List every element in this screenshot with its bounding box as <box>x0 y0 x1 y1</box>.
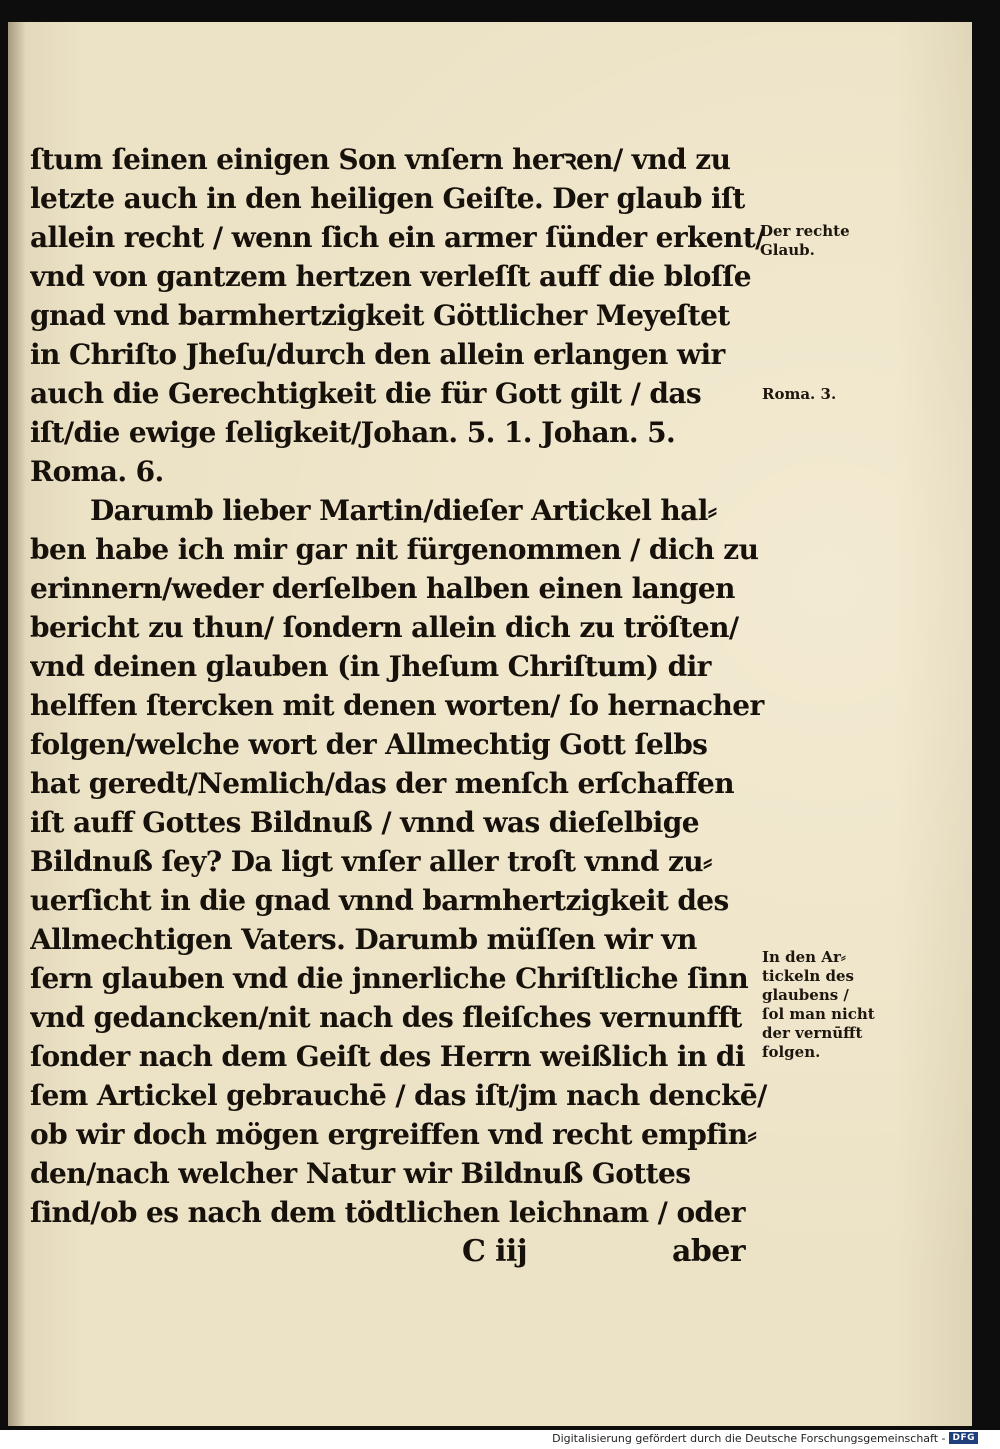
text-line: letzte auch in den heiligen Geiſte. Der glaub iſt <box>30 182 745 215</box>
text-line: vnd deinen glauben (in Jheſum Chriſtum) dir <box>30 650 711 683</box>
catchline <box>30 1232 775 1271</box>
text-line: ſtum ſeinen einigen Son vnſern herꝛen/ vnd zu <box>30 143 731 176</box>
text-line: Bildnuß ſey? Da ligt vnſer aller troſt vnnd zu⸗ <box>30 845 712 878</box>
paragraph-start-line: Darumb lieber Martin/dieſer Artickel hal⸗ <box>90 494 717 527</box>
signature-mark: C iij <box>462 1234 527 1269</box>
text-line: bericht zu thun/ ſondern allein dich zu tröſten/ <box>30 611 739 644</box>
margin-note-line: Der rechte <box>760 222 850 240</box>
body-text <box>30 140 775 1271</box>
text-line: allein recht / wenn ſich ein armer ſünder erkent/ <box>30 221 765 254</box>
text-line: helffen ſtercken mit denen worten/ ſo hernacher <box>30 689 764 722</box>
text-line: in Chriſto Jheſu/durch den allein erlangen wir <box>30 338 725 371</box>
text-line: folgen/welche wort der Allmechtig Gott ſelbs <box>30 728 708 761</box>
margin-note-line: tickeln des <box>762 967 854 985</box>
text-line: vnd von gantzem hertzen verleſſt auff die bloſſe <box>30 260 751 293</box>
margin-note-line: der vernūfft <box>762 1024 863 1042</box>
margin-note-rechte-glaub <box>760 222 850 260</box>
margin-note-roma <box>762 385 836 404</box>
text-line: Roma. 6. <box>30 455 164 488</box>
dfg-logo: DFG <box>949 1432 978 1444</box>
digitization-footer <box>552 1429 978 1447</box>
text-line: hat geredt/Nemlich/das der menſch erſchaffen <box>30 767 734 800</box>
text-line: ob wir doch mögen ergreiffen vnd recht empfin⸗ <box>30 1118 757 1151</box>
text-line: auch die Gerechtigkeit die für Gott gilt / das <box>30 377 702 410</box>
text-line: erinnern/weder derſelben halben einen langen <box>30 572 735 605</box>
margin-note-artickeln <box>762 948 875 1062</box>
text-line: vnd gedancken/nit nach des fleiſches vernunfft <box>30 1001 742 1034</box>
margin-note-line: Glaub. <box>760 241 815 259</box>
page-gutter-shadow <box>8 22 26 1426</box>
text-line: iſt/die ewige ſeligkeit/Johan. 5. 1. Johan. 5. <box>30 416 676 449</box>
text-line: ſern glauben vnd die jnnerliche Chriſtliche ſinn <box>30 962 749 995</box>
text-line: uerſicht in die gnad vnnd barmhertzigkeit des <box>30 884 729 917</box>
margin-note-line: In den Ar⸗ <box>762 948 846 966</box>
text-line: Allmechtigen Vaters. Darumb müſſen wir vn <box>30 923 697 956</box>
text-line: gnad vnd barmhertzigkeit Göttlicher Meyeſtet <box>30 299 730 332</box>
text-line: iſt auff Gottes Bildnuß / vnnd was dieſelbige <box>30 806 699 839</box>
catchword: aber <box>672 1234 745 1269</box>
text-line: ben habe ich mir gar nit fürgenommen / dich zu <box>30 533 759 566</box>
margin-note-line: ſol man nicht <box>762 1005 875 1023</box>
margin-note-line: folgen. <box>762 1043 821 1061</box>
text-line: ſonder nach dem Geiſt des Herrn weißlich in di <box>30 1040 745 1073</box>
footer-text: Digitalisierung gefördert durch die Deutsche Forschungsgemeinschaft - <box>552 1431 946 1445</box>
margin-note-line: glaubens / <box>762 986 849 1004</box>
text-line: ſind/ob es nach dem tödtlichen leichnam / oder <box>30 1196 745 1229</box>
text-line: ſem Artickel gebrauchē / das iſt/jm nach denckē/ <box>30 1079 767 1112</box>
margin-note-line: Roma. 3. <box>762 385 837 403</box>
text-line: den/nach welcher Natur wir Bildnuß Gottes <box>30 1157 691 1190</box>
